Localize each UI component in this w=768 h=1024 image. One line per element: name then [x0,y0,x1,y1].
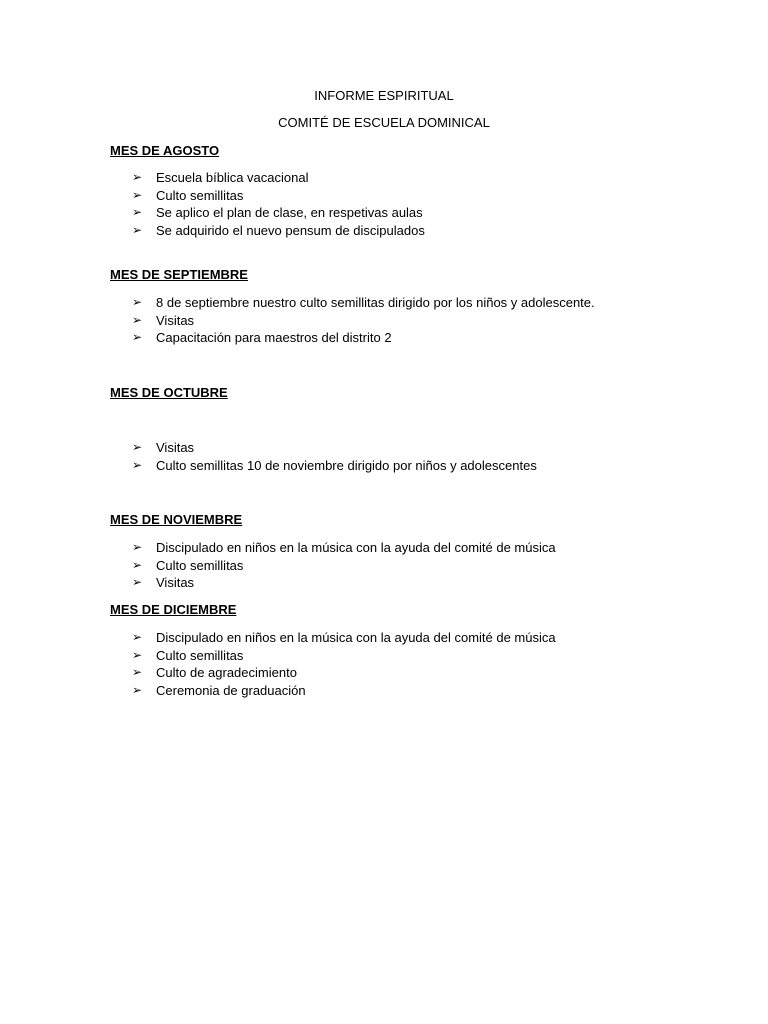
section-list-diciembre [132,629,556,699]
arrowhead-bullet-icon: ➢ [132,295,143,309]
list-item: ➢ Visitas [132,575,195,590]
list-item: ➢ Discipulado en niños en la música con la ayuda del comité de música [132,630,556,645]
list-item: ➢ Escuela bíblica vacacional [132,170,309,185]
arrowhead-bullet-icon: ➢ [132,557,143,572]
list-item: ➢ 8 de septiembre nuestro culto semillitas dirigido por los niños y adolescente. [132,295,595,310]
document-title: INFORME ESPIRITUAL [314,88,454,103]
arrowhead-bullet-icon: ➢ [132,665,143,679]
section-list-octubre [132,439,537,474]
list-item: ➢ Culto semillitas [132,647,244,663]
arrowhead-bullet-icon: ➢ [132,575,143,589]
section-heading-noviembre: MES DE NOVIEMBRE [110,512,243,527]
list-item: ➢ Visitas [132,440,195,455]
list-item: ➢ Culto de agradecimiento [132,665,297,680]
arrowhead-bullet-icon: ➢ [132,187,143,202]
arrowhead-bullet-icon: ➢ [132,647,143,662]
section-list-septiembre [132,294,595,347]
arrowhead-bullet-icon: ➢ [132,457,143,472]
arrowhead-bullet-icon: ➢ [132,540,143,554]
list-item: ➢ Discipulado en niños en la música con la ayuda del comité de música [132,540,556,555]
section-heading-agosto: MES DE AGOSTO [110,143,220,158]
arrowhead-bullet-icon: ➢ [132,630,143,644]
arrowhead-bullet-icon: ➢ [132,222,143,237]
arrowhead-bullet-icon: ➢ [132,682,143,697]
arrowhead-bullet-icon: ➢ [132,312,143,327]
arrowhead-bullet-icon: ➢ [132,170,143,184]
list-item: ➢ Culto semillitas 10 de noviembre dirigido por niños y adolescentes [132,457,537,473]
section-list-noviembre [132,539,556,592]
list-item: ➢ Culto semillitas [132,557,244,573]
document-subtitle: COMITÉ DE ESCUELA DOMINICAL [278,115,490,130]
arrowhead-bullet-icon: ➢ [132,440,143,454]
list-item: ➢ Capacitación para maestros del distrito 2 [132,330,392,345]
list-item: ➢ Culto semillitas [132,187,244,203]
list-item: ➢ Ceremonia de graduación [132,682,306,698]
arrowhead-bullet-icon: ➢ [132,330,143,344]
section-heading-septiembre: MES DE SEPTIEMBRE [110,267,248,282]
section-list-agosto [132,169,425,239]
section-heading-octubre: MES DE OCTUBRE [110,385,228,400]
list-item: ➢ Se adquirido el nuevo pensum de discipulados [132,222,425,238]
list-item: ➢ Visitas [132,312,195,328]
list-item: ➢ Se aplico el plan de clase, en respetivas aulas [132,205,423,220]
arrowhead-bullet-icon: ➢ [132,205,143,219]
section-heading-diciembre: MES DE DICIEMBRE [110,602,237,617]
